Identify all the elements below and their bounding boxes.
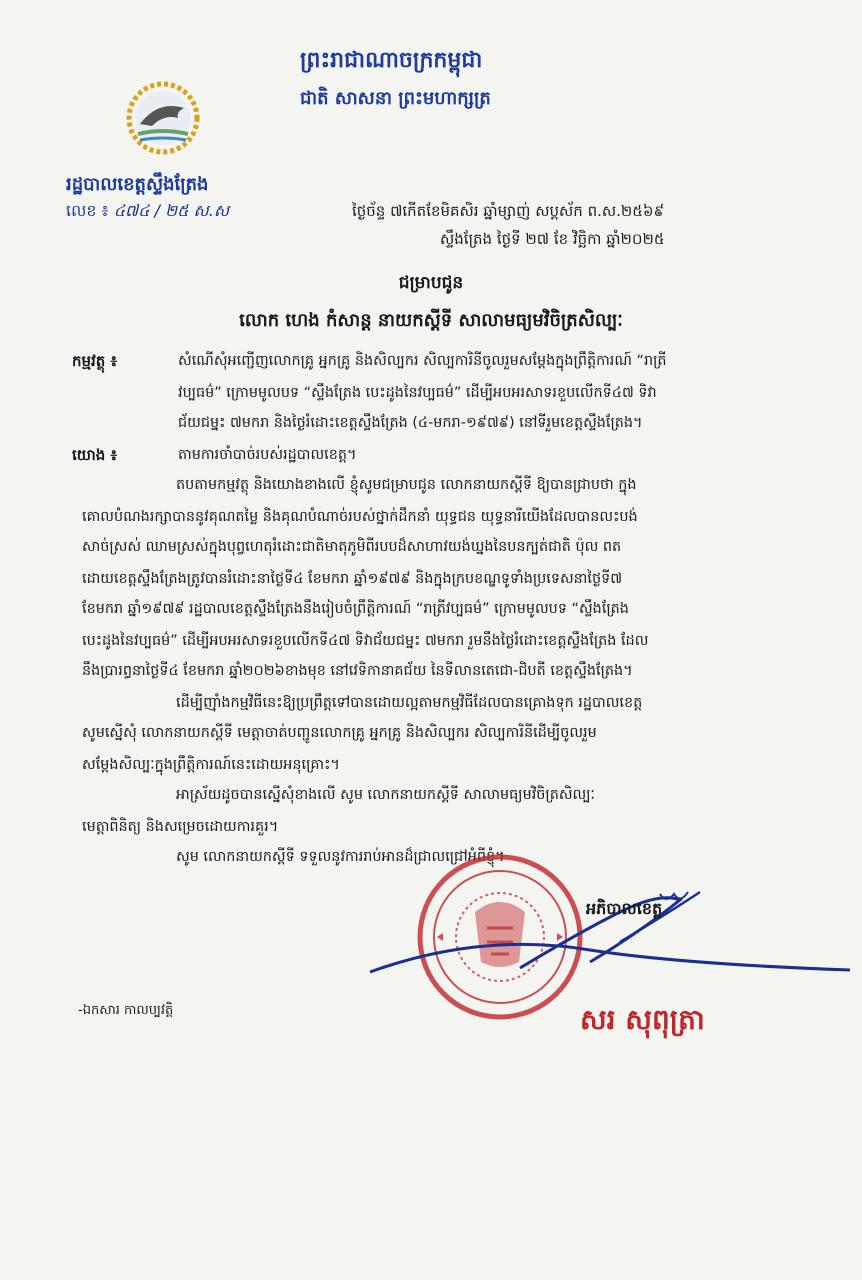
reference-label: លេខ ៖ (66, 201, 109, 220)
body-line: សូមស្នើសុំ លោកនាយកស្តីទី មេត្តាចាត់បញ្ជូនលោកគ្រូ អ្នកគ្រូ និងសិល្បករ សិល្បការិនីដើម្បីចូលរួម (82, 725, 597, 741)
body-line: មេត្តាពិនិត្យ និងសម្រេចដោយការគួរ។ (82, 819, 279, 835)
subject-line: វប្បធម៌” ក្រោមមូលបទ “ស្ទឹងត្រែង បេះដូងនៃវប្បធម៌” ដើម្បីអបអរសាទរខួបលើកទី៤៧ ទិវា (178, 385, 657, 401)
recipient-line: លោក ហេង កំសាន្ត នាយកស្តីទី សាលាមធ្យមវិចិត្រសិល្បៈ (239, 310, 623, 331)
signatory-title: អភិបាលខេត្ត (586, 899, 663, 918)
body-line: បេះដូងនៃវប្បធម៌” ដើម្បីអបអរសាទរខួបលើកទី៤៧ ទិវាជ័យជម្នះ ៧មករា រួមនឹងថ្ងៃរំដោះខេត្តស្ទឹងត្រែង ដែល (82, 633, 649, 649)
subject-line: សំណើសុំអញ្ជើញលោកគ្រូ អ្នកគ្រូ និងសិល្បករ សិល្បការិនីចូលរួមសម្តែងក្នុងព្រឹត្តិការណ៍ “រាត្រី (178, 353, 667, 369)
subject-line: ជ័យជម្នះ ៧មករា និងថ្ងៃរំដោះខេត្តស្ទឹងត្រែង (៤-មករា-១៩៧៩) នៅទីរួមខេត្តស្ទឹងត្រែង។ (178, 415, 643, 431)
national-motto: ជាតិ សាសនា ព្រះមហាក្សត្រ (300, 88, 491, 109)
body-line: នឹងប្រារព្ធនាថ្ងៃទី៤ ខែមករា ឆ្នាំ២០២៦ខាងមុខ នៅវេទិកានាគជ័យ នៃទីលានតេជោ-ជិបតី ខេត្តស្ទឹងត្រែង។ (82, 663, 633, 679)
reference-text: តាមការចាំបាច់របស់រដ្ឋបាលខេត្ត។ (178, 447, 357, 463)
reference-number (66, 200, 229, 224)
closing-line: សូម លោកនាយកស្តីទី ទទួលនូវការរាប់អានដ៏ជ្រាលជ្រៅអំពីខ្ញុំ។ (176, 849, 505, 865)
body-line: សាច់ស្រស់ ឈាមស្រស់ក្នុងបុព្វហេតុរំដោះជាតិមាតុភូមិពីរបបដ៏សាហាវយង់ឃ្នងនៃបនក្បត់ជាតិ ប៉ុល ពត (82, 539, 622, 555)
signature-scribble-icon (360, 872, 860, 992)
lunar-date: ថ្ងៃច័ន្ទ ៧កើតខែមិគសិរ ឆ្នាំម្សាញ់ សប្តស័ក ព.ស.២៥៦៩ (352, 202, 665, 220)
reference-label: យោង ៖ (72, 446, 118, 464)
signatory-name: សរ សុពុត្រា (580, 1003, 705, 1036)
body-line: ដើម្បីញ៉ាំងកម្មវិធីនេះឱ្យប្រព្រឹត្តទៅបានដោយល្អតាមកម្មវិធីដែលបានគ្រោងទុក រដ្ឋបាលខេត្ត (176, 695, 643, 711)
provincial-logo-icon (118, 78, 208, 158)
body-line: អាស្រ័យដូចបានស្នើសុំខាងលើ សូម លោកនាយកស្តីទី សាលាមធ្យមវិចិត្រសិល្បៈ (176, 787, 595, 803)
kingdom-title: ព្រះរាជាណាចក្រកម្ពុជា (300, 48, 483, 73)
body-line: សម្តែងសិល្បៈក្នុងព្រឹត្តិការណ៍នេះដោយអនុគ្រោះ។ (82, 757, 340, 773)
subject-label: កម្មវត្ថុ ៖ (72, 352, 118, 370)
body-line: គោលបំណងរក្សាបាននូវគុណតម្លៃ និងគុណបំណាច់របស់ថ្នាក់ដឹកនាំ យុទ្ធជន យុទ្ធនារីយើងដែលបានលះបង់ (82, 509, 638, 525)
body-line: ខែមករា ឆ្នាំ១៩៧៩ រដ្ឋបាលខេត្តស្ទឹងត្រែងនឹងរៀបចំព្រឹត្តិការណ៍ “រាត្រីវប្បធម៌” ក្រោមមូលបទ “ស្ទឹងត្រែង (82, 601, 629, 617)
archive-note: -ឯកសារ កាលប្បវត្តិ (78, 1003, 174, 1018)
reference-value: ៤៧៤ / ២៥ ស.ស (113, 201, 230, 220)
body-line: ដោយខេត្តស្ទឹងត្រែងត្រូវបានរំដោះនាថ្ងៃទី៤ ខែមករា ឆ្នាំ១៩៧៩ និងក្នុងក្របខណ្ឌទូទាំងប្រទេសនាថ្ងៃទី៧ (82, 571, 623, 587)
solar-date: ស្ទឹងត្រែង ថ្ងៃទី ២៧ ខែ វិច្ឆិកា ឆ្នាំ២០២៥ (440, 230, 665, 248)
issuing-authority: រដ្ឋបាលខេត្តស្ទឹងត្រែង (66, 174, 209, 195)
notify-heading: ជម្រាបជូន (398, 273, 464, 293)
body-line: តបតាមកម្មវត្ថុ និងយោងខាងលើ ខ្ញុំសូមជម្រាបជូន លោកនាយកស្តីទី ឱ្យបានជ្រាបថា ក្នុង (176, 477, 637, 493)
